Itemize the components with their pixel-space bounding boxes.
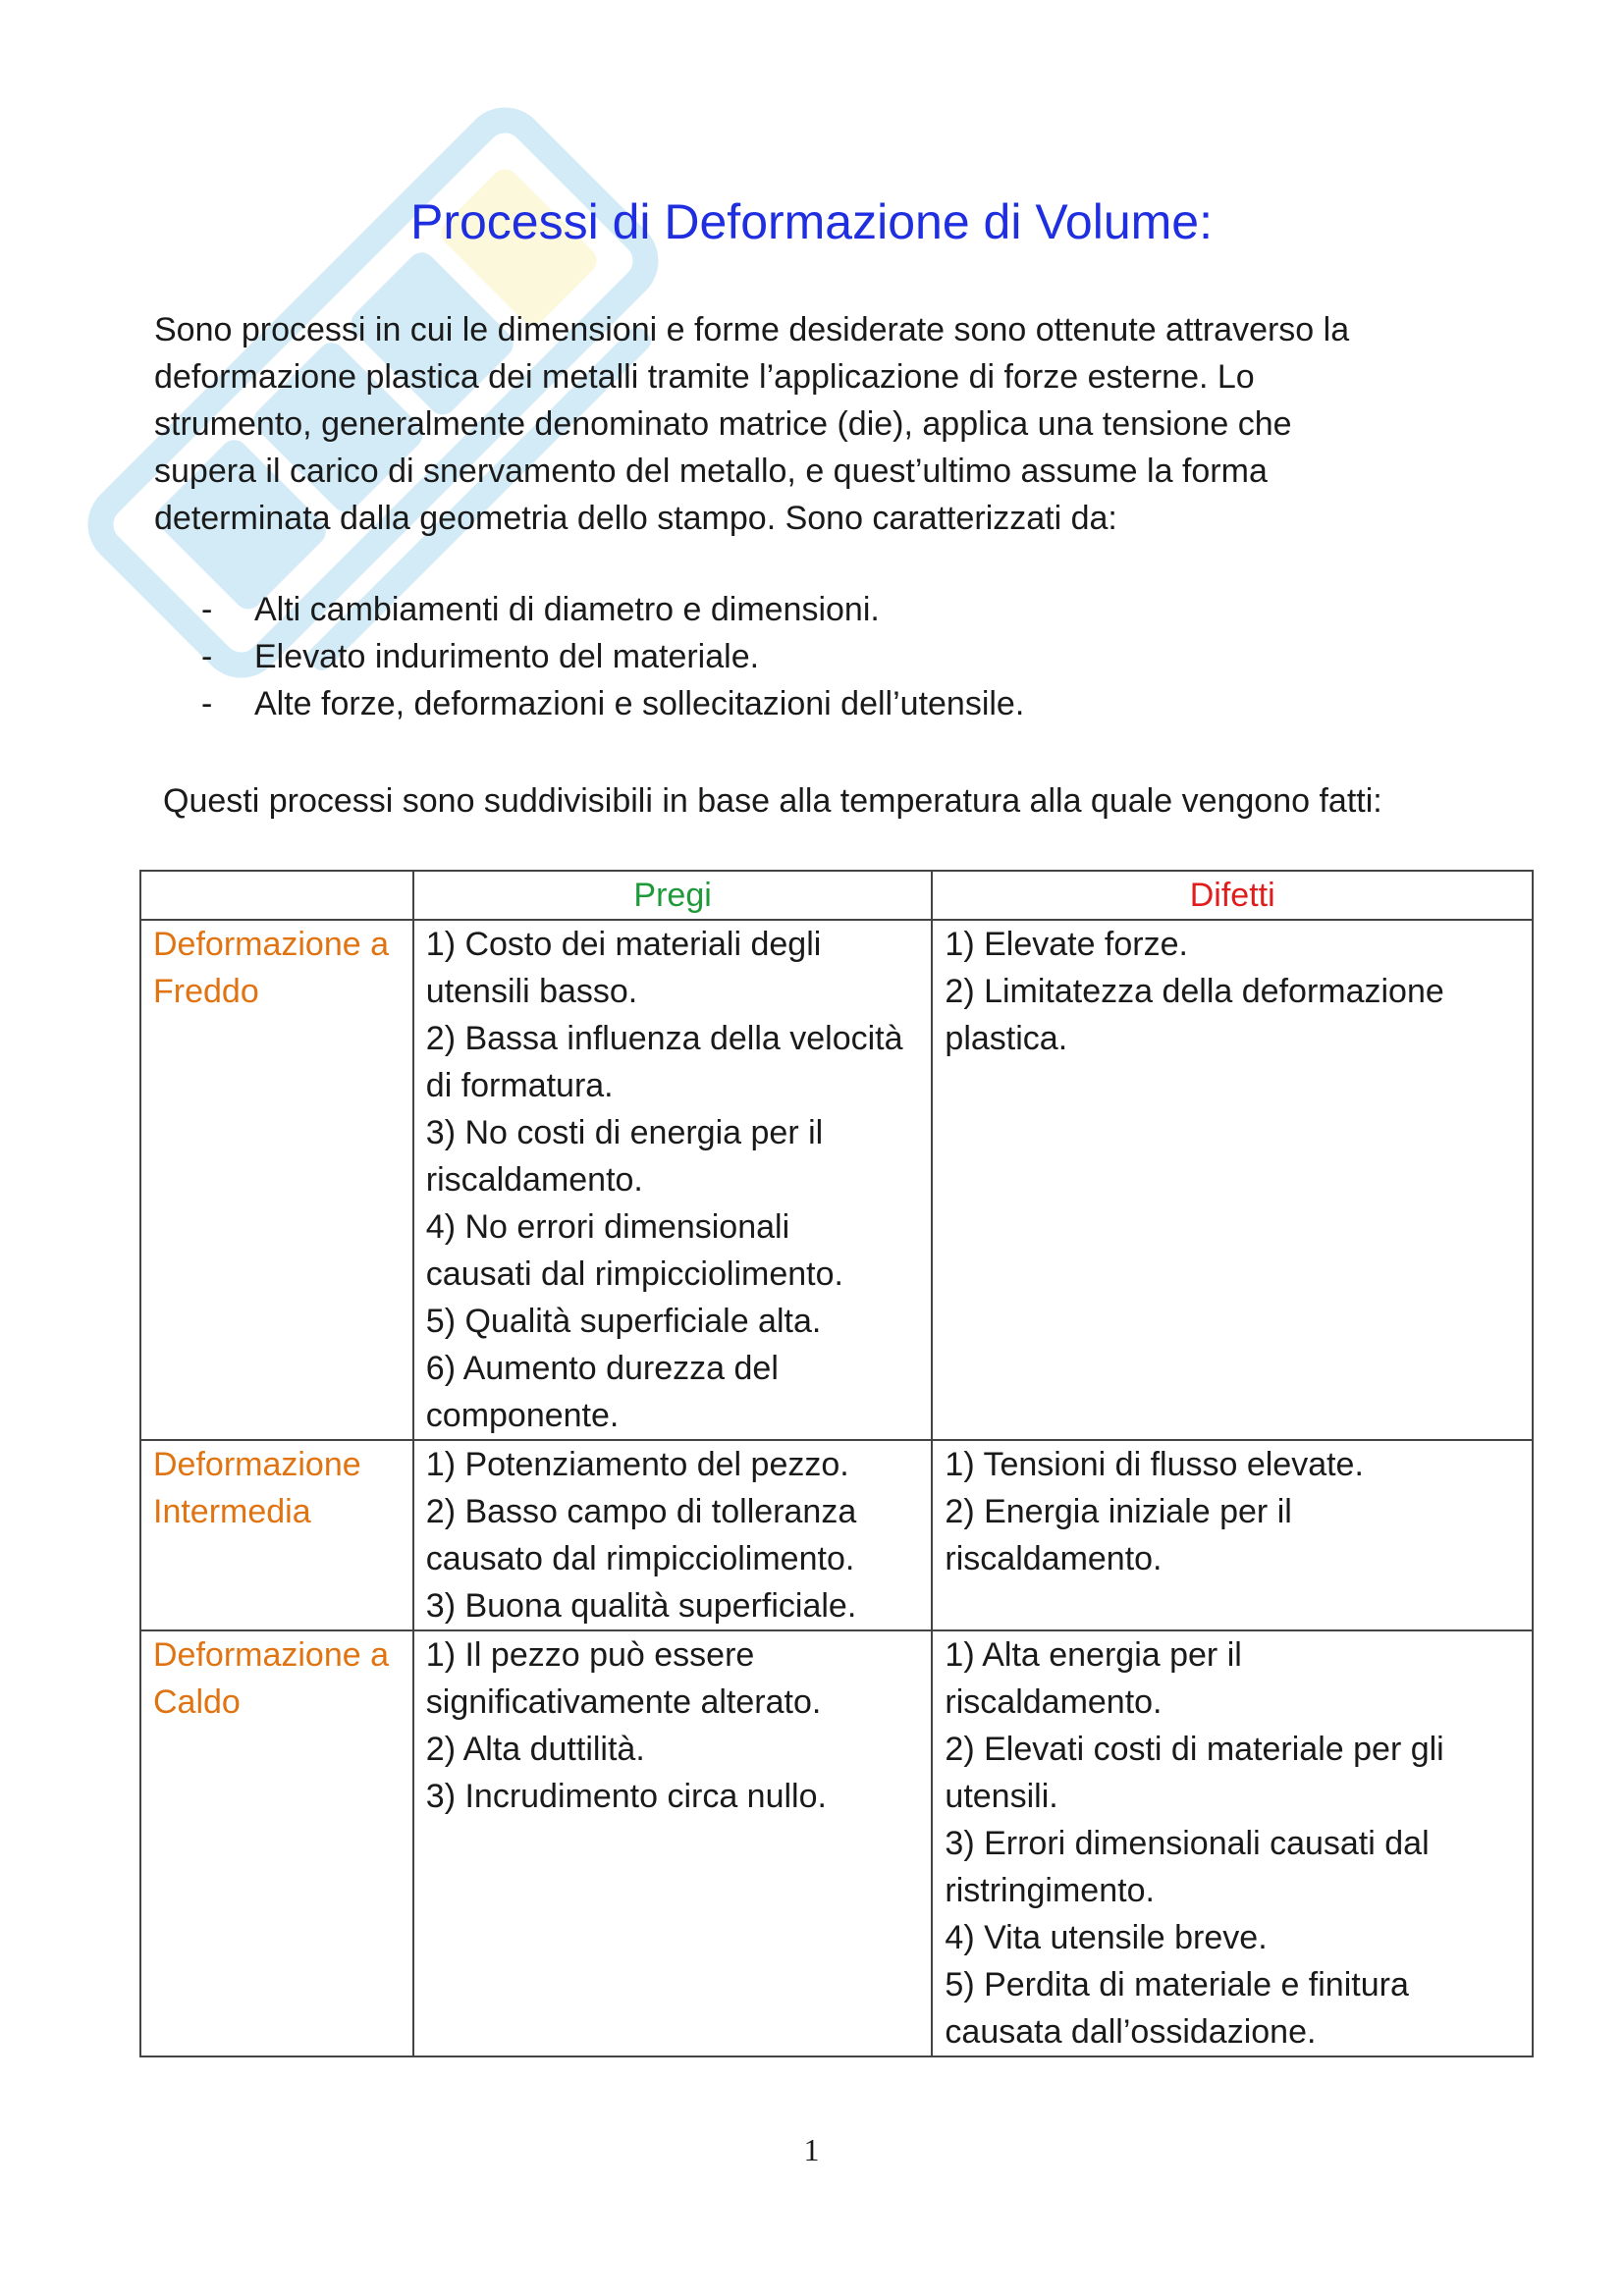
pregi-cell xyxy=(413,1440,933,1630)
intro-line: supera il carico di snervamento del metallo, e quest’ultimo assume la forma xyxy=(154,453,1268,490)
intro-paragraph xyxy=(154,306,1470,542)
list-item xyxy=(201,586,1024,633)
difetti-line: ristringimento. xyxy=(945,1872,1155,1909)
category-label: Deformazione xyxy=(153,1446,361,1483)
pregi-line: utensili basso. xyxy=(425,973,638,1010)
difetti-cell xyxy=(932,1440,1533,1630)
intro-line: Sono processi in cui le dimensioni e forme desiderate sono ottenute attraverso la xyxy=(154,311,1350,348)
page-number: 1 xyxy=(803,2132,820,2167)
pregi-line: significativamente alterato. xyxy=(425,1683,822,1721)
list-item-text: Elevato indurimento del materiale. xyxy=(254,638,760,675)
difetti-line: 1) Alta energia per il xyxy=(945,1636,1242,1674)
difetti-line: riscaldamento. xyxy=(945,1540,1163,1577)
table-lead-text: Questi processi sono suddivisibili in base alla temperatura alla quale vengono fatti: xyxy=(163,782,1382,820)
bullet-marker: - xyxy=(201,685,213,722)
table-row xyxy=(140,920,1533,1440)
pregi-line: 1) Il pezzo può essere xyxy=(425,1636,755,1674)
difetti-line: plastica. xyxy=(945,1020,1068,1057)
list-item-text: Alti cambiamenti di diametro e dimensioni. xyxy=(254,591,880,628)
pregi-line: riscaldamento. xyxy=(425,1161,643,1199)
difetti-line: 1) Elevate forze. xyxy=(945,926,1188,963)
difetti-line: 2) Energia iniziale per il xyxy=(945,1493,1292,1530)
pregi-line: 2) Bassa influenza della velocità xyxy=(425,1020,903,1057)
pregi-line: 2) Basso campo di tolleranza xyxy=(425,1493,857,1530)
pregi-line: 3) Incrudimento circa nullo. xyxy=(425,1778,827,1815)
bullet-marker: - xyxy=(201,638,213,675)
pregi-line: causato dal rimpicciolimento. xyxy=(425,1540,855,1577)
bullet-marker: - xyxy=(201,591,213,628)
pregi-line: 3) No costi di energia per il xyxy=(425,1114,824,1151)
table-header-row xyxy=(140,871,1533,920)
category-label: Freddo xyxy=(153,973,259,1010)
pregi-line: 5) Qualità superficiale alta. xyxy=(425,1303,822,1340)
difetti-line: causata dall’ossidazione. xyxy=(945,2013,1317,2051)
difetti-cell xyxy=(932,1630,1533,2056)
intro-line: strumento, generalmente denominato matrice (die), applica una tensione che xyxy=(154,405,1292,443)
category-cell xyxy=(140,1630,413,2056)
pregi-line: 3) Buona qualità superficiale. xyxy=(425,1587,857,1625)
page-title: Processi di Deformazione di Volume: xyxy=(409,194,1214,249)
table-body xyxy=(140,920,1533,2056)
pregi-line: 4) No errori dimensionali xyxy=(425,1208,790,1246)
category-cell xyxy=(140,920,413,1440)
difetti-line: 3) Errori dimensionali causati dal xyxy=(945,1825,1430,1862)
list-item xyxy=(201,680,1024,727)
comparison-table xyxy=(139,870,1534,2057)
header-difetti: Difetti xyxy=(932,871,1533,920)
category-cell xyxy=(140,1440,413,1630)
category-label: Deformazione a xyxy=(153,926,390,963)
difetti-line: utensili. xyxy=(945,1778,1058,1815)
difetti-cell xyxy=(932,920,1533,1440)
pregi-line: 1) Costo dei materiali degli xyxy=(425,926,822,963)
difetti-line: 2) Limitatezza della deformazione xyxy=(945,973,1444,1010)
characteristics-list xyxy=(201,586,1024,727)
difetti-line: riscaldamento. xyxy=(945,1683,1163,1721)
pregi-cell xyxy=(413,920,933,1440)
difetti-line: 4) Vita utensile breve. xyxy=(945,1919,1268,1956)
pregi-line: causati dal rimpicciolimento. xyxy=(425,1255,843,1293)
pregi-line: di formatura. xyxy=(425,1067,614,1104)
table-row xyxy=(140,1630,1533,2056)
difetti-line: 2) Elevati costi di materiale per gli xyxy=(945,1731,1444,1768)
pregi-line: 1) Potenziamento del pezzo. xyxy=(425,1446,849,1483)
difetti-line: 5) Perdita di materiale e finitura xyxy=(945,1966,1409,2003)
table-row xyxy=(140,1440,1533,1630)
category-label: Intermedia xyxy=(153,1493,311,1530)
header-pregi: Pregi xyxy=(413,871,933,920)
intro-line: determinata dalla geometria dello stampo. Sono caratterizzati da: xyxy=(154,500,1117,537)
list-item-text: Alte forze, deformazioni e sollecitazioni dell’utensile. xyxy=(254,685,1025,722)
pregi-cell xyxy=(413,1630,933,2056)
list-item xyxy=(201,633,1024,680)
pregi-line: componente. xyxy=(425,1397,620,1434)
category-label: Deformazione a xyxy=(153,1636,390,1674)
pregi-line: 6) Aumento durezza del xyxy=(425,1350,779,1387)
intro-line: deformazione plastica dei metalli tramite l’applicazione di forze esterne. Lo xyxy=(154,358,1255,396)
difetti-line: 1) Tensioni di flusso elevate. xyxy=(945,1446,1364,1483)
category-label: Caldo xyxy=(153,1683,241,1721)
header-empty-cell xyxy=(140,871,413,920)
pregi-line: 2) Alta duttilità. xyxy=(425,1731,645,1768)
